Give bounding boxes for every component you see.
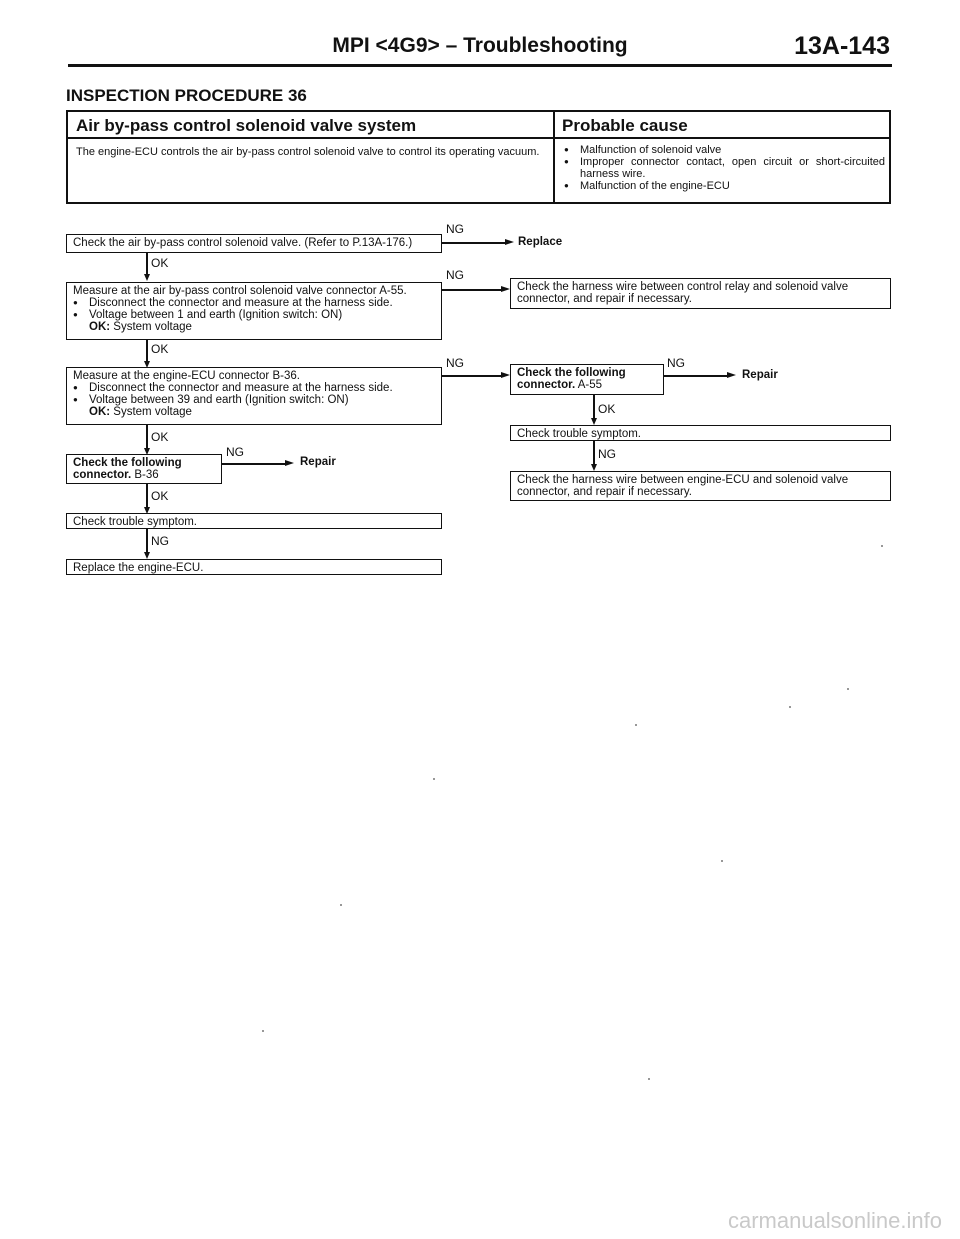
right-ng-arrowhead <box>727 372 736 378</box>
header-rule <box>68 64 892 67</box>
step5-ng-connector <box>146 529 148 553</box>
step4-ok-connector <box>146 484 148 508</box>
step1-ng-action: Replace <box>518 236 563 248</box>
step2-ok-key: OK: <box>89 321 111 333</box>
step3-instruction: Measure at the engine-ECU connector B-36. <box>73 370 300 382</box>
step1-ng-arrowhead <box>505 239 514 245</box>
scan-speck <box>340 904 342 906</box>
cause-item: ● Malfunction of the engine-ECU <box>560 180 885 192</box>
right-ok-label: OK <box>598 402 616 416</box>
step3-ng-arrowhead <box>501 372 510 378</box>
step2-ng-check-harness-relay: Check the harness wire between control relay and solenoid valve connector, and repair if necessary. <box>510 278 891 309</box>
step1-ng-connector <box>442 242 506 244</box>
page-number: 13A-143 <box>794 32 890 60</box>
right-ok-arrowhead <box>591 418 597 425</box>
scan-speck <box>789 706 791 708</box>
step1-ok-label: OK <box>151 256 169 270</box>
right-ng-label: NG <box>667 356 685 370</box>
step3-ng-label: NG <box>446 356 464 370</box>
step2-ok-value: System voltage <box>113 321 192 333</box>
system-description: The engine-ECU controls the air by-pass control solenoid valve to control its operating vacuum. <box>76 146 540 158</box>
step2-ok-criteria <box>73 321 435 333</box>
step2-bullet: ● Disconnect the connector and measure at the harness side. <box>73 297 435 309</box>
cause-item: ● Malfunction of solenoid valve <box>560 144 885 156</box>
step6-replace-ecu: Replace the engine-ECU. <box>66 559 442 575</box>
scan-speck <box>881 545 883 547</box>
right-ng2-connector <box>593 441 595 465</box>
right-check-harness-ecu: Check the harness wire between engine-ECU and solenoid valve connector, and repair if necessary. <box>510 471 891 501</box>
step1-ng-label: NG <box>446 222 464 236</box>
step4-ng-arrowhead <box>285 460 294 466</box>
step4-ok-label: OK <box>151 489 169 503</box>
cause-item: ● Improper connector contact, open circuit or short-circuited harness wire. <box>560 156 885 180</box>
step3-ok-key: OK: <box>89 406 111 418</box>
right-ng-connector <box>664 375 728 377</box>
procedure-title: INSPECTION PROCEDURE 36 <box>66 86 307 105</box>
scan-speck <box>635 724 637 726</box>
step3-ng-connector <box>442 375 502 377</box>
step2-bullets <box>73 297 435 321</box>
page-header-title: MPI <4G9> – Troubleshooting <box>332 34 628 57</box>
right-check-trouble-symptom: Check trouble symptom. <box>510 425 891 441</box>
step4-connector-id: B-36 <box>134 469 159 481</box>
scan-speck <box>721 860 723 862</box>
table-header-rule <box>66 137 891 139</box>
right-ng2-label: NG <box>598 447 616 461</box>
right-check-bold: Check the following connector. <box>517 367 626 391</box>
step4-ng-label: NG <box>226 445 244 459</box>
probable-cause-list <box>560 144 885 192</box>
step2-ng-connector <box>442 289 502 291</box>
scan-speck <box>648 1078 650 1080</box>
step3-ok-value: System voltage <box>113 406 192 418</box>
table-left-heading: Air by-pass control solenoid valve system <box>76 116 417 135</box>
step5-check-trouble-symptom: Check trouble symptom. <box>66 513 442 529</box>
step4-ng-action: Repair <box>300 456 336 468</box>
step5-ng-arrowhead <box>144 552 150 559</box>
step3-measure-ecu-connector <box>66 367 442 425</box>
right-ng2-arrowhead <box>591 464 597 471</box>
scan-speck <box>847 688 849 690</box>
step2-instruction: Measure at the air by-pass control solenoid valve connector A-55. <box>73 285 407 297</box>
right-ok-connector <box>593 395 595 419</box>
step4-check-connector-b36 <box>66 454 222 484</box>
step3-bullets <box>73 382 435 406</box>
step2-ng-label: NG <box>446 268 464 282</box>
step1-ok-arrowhead <box>144 274 150 281</box>
right-check-connector-id: A-55 <box>577 379 603 391</box>
step2-ng-arrowhead <box>501 286 510 292</box>
step3-ok-criteria <box>73 406 435 418</box>
right-ng-action: Repair <box>742 369 778 381</box>
scan-speck <box>262 1030 264 1032</box>
step2-bullet: ● Voltage between 1 and earth (Ignition switch: ON) <box>73 309 435 321</box>
step5-ng-label: NG <box>151 534 169 548</box>
footer-watermark: carmanualsonline.info <box>727 1208 942 1233</box>
step2-measure-solenoid-connector <box>66 282 442 340</box>
table-divider <box>553 110 555 204</box>
step3-bullet: ● Disconnect the connector and measure at the harness side. <box>73 382 435 394</box>
step3-ok-label: OK <box>151 430 169 444</box>
right-check-connector-a55 <box>510 364 664 395</box>
step2-ok-connector <box>146 340 148 362</box>
table-right-heading: Probable cause <box>562 116 688 135</box>
step3-bullet: ● Voltage between 39 and earth (Ignition switch: ON) <box>73 394 435 406</box>
scan-speck <box>433 778 435 780</box>
step3-ok-connector <box>146 425 148 449</box>
step1-check-solenoid-valve: Check the air by-pass control solenoid valve. (Refer to P.13A-176.) <box>66 234 442 253</box>
step4-ng-connector <box>222 463 286 465</box>
step4-check-bold: Check the following connector. <box>73 457 182 481</box>
step1-ok-connector <box>146 253 148 275</box>
step2-ok-label: OK <box>151 342 169 356</box>
